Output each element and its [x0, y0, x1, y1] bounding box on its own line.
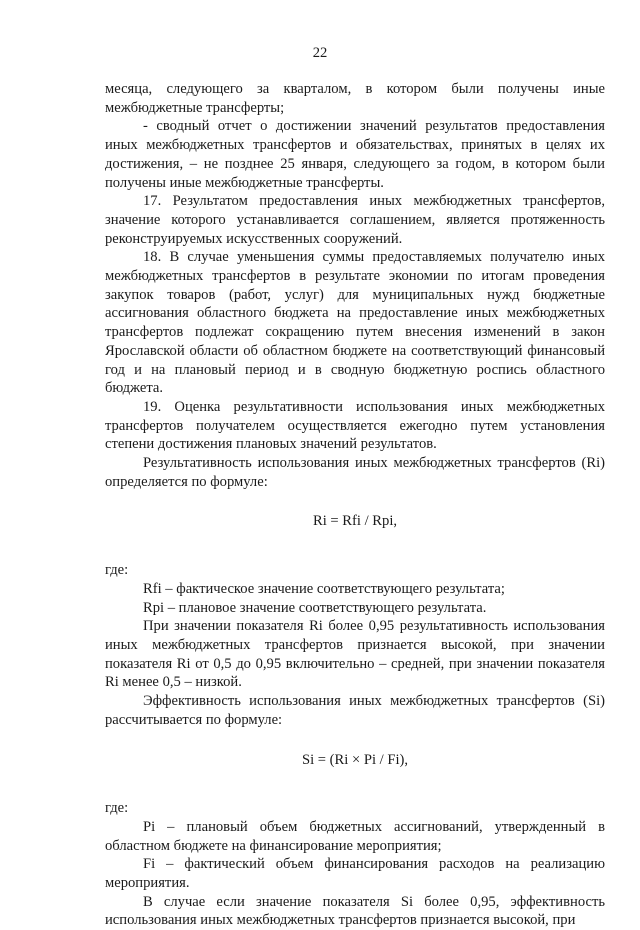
paragraph: Эффективность использования иных межбюджетных трансфертов (Si) рассчитывается по формуле: — [105, 693, 605, 728]
formula-si: Si = (Ri × Pi / Fi), — [301, 751, 409, 768]
definition-pi: Pi – плановый объем бюджетных ассигнований, утвержденный в областном бюджете на финансирование мероприятия; — [105, 818, 605, 854]
definition-rfi: Rfi – фактическое значение соответствующего результата; — [143, 580, 505, 597]
page-number: 22 — [312, 45, 328, 61]
document-body — [105, 80, 605, 930]
paragraph-item-19: 19. Оценка результативности использования иных межбюджетных трансфертов получателем осуществляется ежегодно путем установления степени достижения плановых значений результатов. — [105, 398, 605, 453]
paragraph-item-18: 18. В случае уменьшения суммы предоставляемых получателю иных межбюджетных трансфертов в результате экономии по итогам проведения закупок товаров (работ, услуг) для муниципальных нужд бюджетные ассигнования областного бюджета на предоставление иных межбюджетных трансфертов подлежат сокращению путем внесения изменений в закон Ярославской области об областном бюджете на соответствующий финансовый год и на плановый период и в сводную бюджетную роспись областного бюджета. — [105, 249, 605, 397]
definition-fi: Fi – фактический объем финансирования расходов на реализацию мероприятия. — [105, 856, 605, 892]
where-label: где: — [105, 562, 129, 579]
paragraph: В случае если значение показателя Si более 0,95, эффективность использования иных межбюджетных трансфертов признается высокой, при — [105, 893, 605, 929]
paragraph: месяца, следующего за кварталом, в котором были получены иные межбюджетные трансферты; — [105, 81, 605, 116]
definition-rpi: Rpi – плановое значение соответствующего результата. — [143, 599, 487, 616]
paragraph: - сводный отчет о достижении значений результатов предоставления иных межбюджетных трансфертов и обязательствах, принятых в целях их достижения, – не позднее 25 января, следующего за годом, в котором были получены иные межбюджетные трансферты. — [105, 118, 605, 191]
paragraph: Результативность использования иных межбюджетных трансфертов (Ri) определяется по формуле: — [105, 455, 605, 490]
paragraph-item-17: 17. Результатом предоставления иных межбюджетных трансфертов, значение которого устанавливается соглашением, является протяженность реконструируемых искусственных сооружений. — [105, 193, 605, 247]
formula-ri: Ri = Rfi / Rpi, — [312, 513, 398, 530]
where-label: где: — [105, 800, 129, 817]
paragraph: При значении показателя Ri более 0,95 результативность использования иных межбюджетных трансфертов признается высокой, при значении показателя Ri от 0,5 до 0,95 включительно – средней, при значении показателя Ri менее 0,5 – низкой. — [105, 618, 605, 691]
